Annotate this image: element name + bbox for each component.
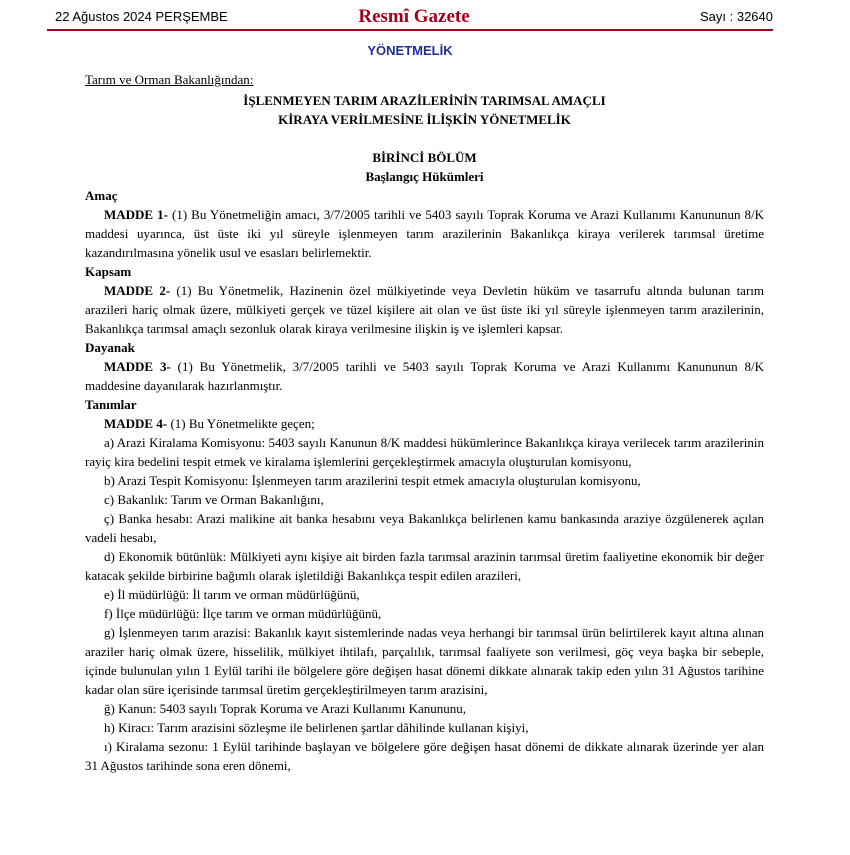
article-2-label: MADDE 2- xyxy=(104,283,171,298)
article-1-label: MADDE 1- xyxy=(104,207,168,222)
article-4-label: MADDE 4- xyxy=(104,416,168,431)
definition-item: ı) Kiralama sezonu: 1 Eylül tarihinde başlayan ve bölgelere göre değişen hasat dönemi de dikkate alınarak üzerinde yer alan 31 Ağustos tarihinde sona eren dönemi, xyxy=(85,739,764,773)
header-divider xyxy=(47,29,773,31)
part-title: Başlangıç Hükümleri xyxy=(365,169,484,184)
definition-item: b) Arazi Tespit Komisyonu: İşlenmeyen tarım arazilerini tespit etmek amacıyla oluşturulan komisyonu, xyxy=(104,473,641,488)
definition-item: e) İl müdürlüğü: İl tarım ve orman müdürlüğünü, xyxy=(104,587,360,602)
article-1-text: (1) Bu Yönetmeliğin amacı, 3/7/2005 tarihli ve 5403 sayılı Toprak Koruma ve Arazi Kullanımı Kanununun 8/K maddesi uyarınca, üst üste iki yıl süreyle işlenmeyen tarım arazilerinin Bakanlıkça kiraya verilerek tarımsal üretime kazandırılmasına yönelik usul ve esasları belirlemektir. xyxy=(85,207,764,260)
gazette-header xyxy=(55,7,773,29)
definition-item: f) İlçe müdürlüğü: İlçe tarım ve orman müdürlüğünü, xyxy=(104,606,382,621)
publication-date: 22 Ağustos 2024 PERŞEMBE xyxy=(55,9,228,24)
definition-item: a) Arazi Kiralama Komisyonu: 5403 sayılı Kanunun 8/K maddesi hükümlerince Bakanlıkça kiraya verilecek tarım arazilerinin rayiç kira bedelini tespit etmek ve kiralama işlemlerini gerçekleştirmek amacıyla oluşturulan komisyonu, xyxy=(85,435,764,469)
definition-item: d) Ekonomik bütünlük: Mülkiyeti aynı kişiye ait birden fazla tarımsal arazinin tarımsal üretim faaliyetine ekonomik bir değer katacak şekilde birbirine bağımlı olarak işletildiği Bakanlıkça tespit edilen arazileri, xyxy=(85,549,764,583)
definition-item: h) Kiracı: Tarım arazisini sözleşme ile belirlenen şartlar dâhilinde kullanan kişiyi, xyxy=(104,720,529,735)
definition-item: ğ) Kanun: 5403 sayılı Toprak Koruma ve Arazi Kullanımı Kanununu, xyxy=(104,701,467,716)
regulation-title-line-1: İŞLENMEYEN TARIM ARAZİLERİNİN TARIMSAL AMAÇLI xyxy=(243,93,606,108)
ministry-line: Tarım ve Orman Bakanlığından: xyxy=(85,72,254,87)
article-3-label: MADDE 3- xyxy=(104,359,171,374)
heading-amac: Amaç xyxy=(85,188,118,203)
article-4 xyxy=(85,414,764,433)
part-heading: BİRİNCİ BÖLÜM xyxy=(372,150,477,165)
definition-item: g) İşlenmeyen tarım arazisi: Bakanlık kayıt sistemlerinde nadas veya herhangi bir tarımsal ürün belirtilerek kayıt altına alınan araziler hariç olmak üzere, hisselilik, mülkiyet ihtilafı, parçalılık, tarımsal faaliyete son verilmesi, göç veya başka bir sebeple, içinde bulunulan yılın 1 Eylül tarihi ile bölgelere göre değişen hasat dönemi dikkate alınarak takip eden yılın 31 Ağustos tarihine kadar olan süre içerisinde tarımsal üretim gerçekleştirilmeyen tarım arazisini, xyxy=(85,625,764,697)
regulation-title-line-2: KİRAYA VERİLMESİNE İLİŞKİN YÖNETMELİK xyxy=(278,112,571,127)
heading-dayanak: Dayanak xyxy=(85,340,135,355)
definition-item: ç) Banka hesabı: Arazi malikine ait banka hesabını veya Bakanlıkça belirlenen kamu bankasında araziye özgülenerek açılan vadeli hesabı, xyxy=(85,511,764,545)
article-1 xyxy=(85,205,764,262)
regulation-document xyxy=(85,70,764,775)
issue-number: Sayı : 32640 xyxy=(700,9,773,24)
article-2 xyxy=(85,281,764,338)
gazette-title: Resmî Gazete xyxy=(358,6,470,27)
article-3-text: (1) Bu Yönetmelik, 3/7/2005 tarihli ve 5403 sayılı Toprak Koruma ve Arazi Kullanımı Kanununun 8/K maddesine dayanılarak hazırlanmıştır. xyxy=(85,359,764,393)
section-heading: YÖNETMELİK xyxy=(367,43,453,58)
article-2-text: (1) Bu Yönetmelik, Hazinenin özel mülkiyetinde veya Devletin hüküm ve tasarrufu altında bulunan tarım arazileri hariç olmak üzere, mülkiyeti gerçek ve tüzel kişilere ait olan ve üst üste iki yıl süreyle işlenmeyen tarım arazilerinin, Bakanlıkça tarımsal amaçlı sezonluk olarak kiraya verilmesine ilişkin iş ve işlemleri kapsar. xyxy=(85,283,764,336)
heading-kapsam: Kapsam xyxy=(85,264,132,279)
definition-item: c) Bakanlık: Tarım ve Orman Bakanlığını, xyxy=(104,492,324,507)
article-4-text: (1) Bu Yönetmelikte geçen; xyxy=(167,416,315,431)
heading-tanimlar: Tanımlar xyxy=(85,397,137,412)
article-3 xyxy=(85,357,764,395)
